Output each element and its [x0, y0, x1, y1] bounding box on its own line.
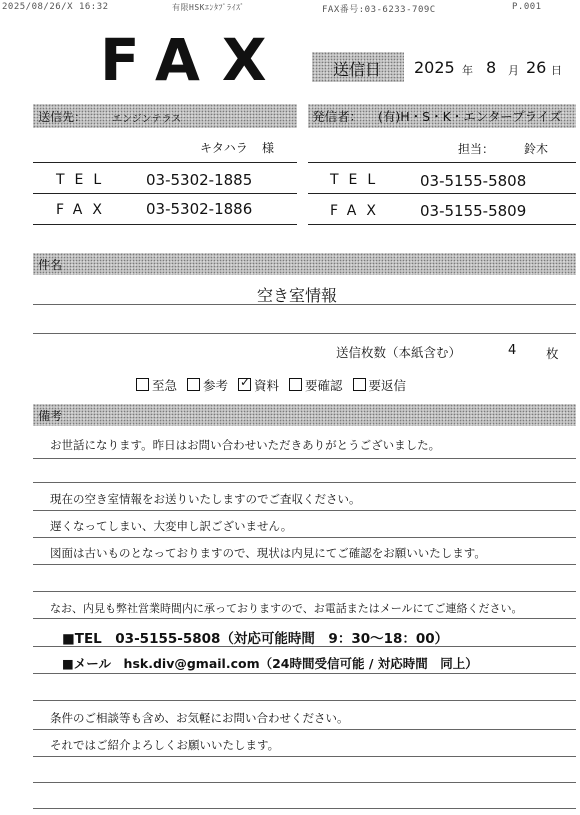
recipient-label: 送信先： — [38, 110, 87, 124]
remarks-line: お世話になります。昨日はお問い合わせいただきありがとうございました。 — [50, 438, 441, 452]
checkbox-reference[interactable]: 参考 — [187, 378, 228, 393]
send-date-month-unit: 月 — [508, 64, 519, 77]
recipient-tel-label: TEL — [56, 172, 112, 188]
contact-tel: ■TEL 03-5155-5808（対応可能時間 9：30～18：00） — [62, 631, 449, 647]
sender-tel: 03-5155-5808 — [420, 172, 527, 190]
send-date-year: 2025 — [414, 58, 455, 77]
checkbox-documents[interactable]: ✓ 資料 — [240, 375, 280, 393]
subject-value: 空き室情報 — [257, 286, 338, 305]
subject-label-bg — [33, 253, 576, 275]
remarks-line: なお、内見も弊社営業時間内に承っておりますので、お電話またはメールにてご連絡ください。 — [50, 602, 523, 615]
sender-person: 鈴木 — [524, 142, 549, 156]
header-datetime: 2025/08/26/X 16:32 — [2, 2, 109, 12]
checkbox-box[interactable] — [136, 378, 149, 391]
recipient-company: エンジンテラス — [112, 114, 182, 125]
header-sender: 有限HSKｴﾝﾀﾌﾟﾗｲｽﾞ — [172, 3, 245, 12]
checkbox-box[interactable] — [187, 378, 200, 391]
recipient-fax-label: FAX — [56, 202, 112, 218]
sender-person-label: 担当： — [458, 142, 495, 156]
remarks-label-bg — [33, 404, 576, 426]
remarks-line: 遅くなってしまい、大変申し訳ございません。 — [50, 519, 293, 533]
remarks-line: 条件のご相談等も含め、お気軽にお問い合わせください。 — [50, 711, 349, 725]
pages-unit: 枚 — [546, 346, 559, 361]
pages-count: 4 — [508, 343, 517, 358]
sender-fax: 03-5155-5809 — [420, 202, 527, 220]
checkbox-row — [136, 376, 406, 394]
recipient-tel: 03-5302-1885 — [146, 171, 253, 189]
checkbox-reply[interactable]: 要返信 — [353, 378, 407, 393]
sender-company: (有)H・S・K・エンタープライズ — [378, 109, 562, 124]
send-date-day-unit: 日 — [551, 64, 562, 77]
contact-mail: ■メール hsk.div@gmail.com（24時間受信可能 / 対応時間 同上） — [62, 656, 478, 671]
header-page: P.001 — [512, 2, 542, 12]
remarks-line: 現在の空き室情報をお送りいたしますのでご査収ください。 — [50, 492, 361, 506]
remarks-line: 図面は古いものとなっておりますので、現状は内見にてご確認をお願いいたします。 — [50, 546, 486, 560]
checkbox-urgent[interactable]: 至急 — [136, 378, 177, 393]
recipient-honorific: 様 — [262, 141, 275, 155]
recipient-fax: 03-5302-1886 — [146, 200, 253, 218]
remarks-line: それではご紹介よろしくお願いいたします。 — [50, 738, 280, 752]
checkbox-box[interactable] — [238, 375, 251, 391]
checkbox-confirm[interactable]: 要確認 — [289, 378, 343, 393]
sender-tel-label: TEL — [330, 172, 386, 188]
send-date-month: 8 — [486, 58, 497, 77]
remarks-label: 備考 — [38, 409, 63, 423]
recipient-person: キタハラ — [200, 141, 248, 155]
header-fax-number: FAX番号:03-6233-709C — [322, 5, 436, 15]
send-date-label: 送信日 — [333, 60, 382, 79]
checkbox-box[interactable] — [289, 378, 302, 391]
subject-label: 件名 — [38, 258, 63, 272]
check-mark-icon: ✓ — [240, 375, 251, 389]
sender-fax-label: FAX — [330, 203, 386, 219]
send-date-year-unit: 年 — [462, 64, 473, 77]
checkbox-box[interactable] — [353, 378, 366, 391]
sender-label: 発信者： — [312, 109, 363, 124]
fax-title: FAX — [100, 26, 289, 94]
send-date-day: 26 — [526, 58, 547, 77]
pages-label: 送信枚数（本紙含む） — [336, 345, 462, 360]
